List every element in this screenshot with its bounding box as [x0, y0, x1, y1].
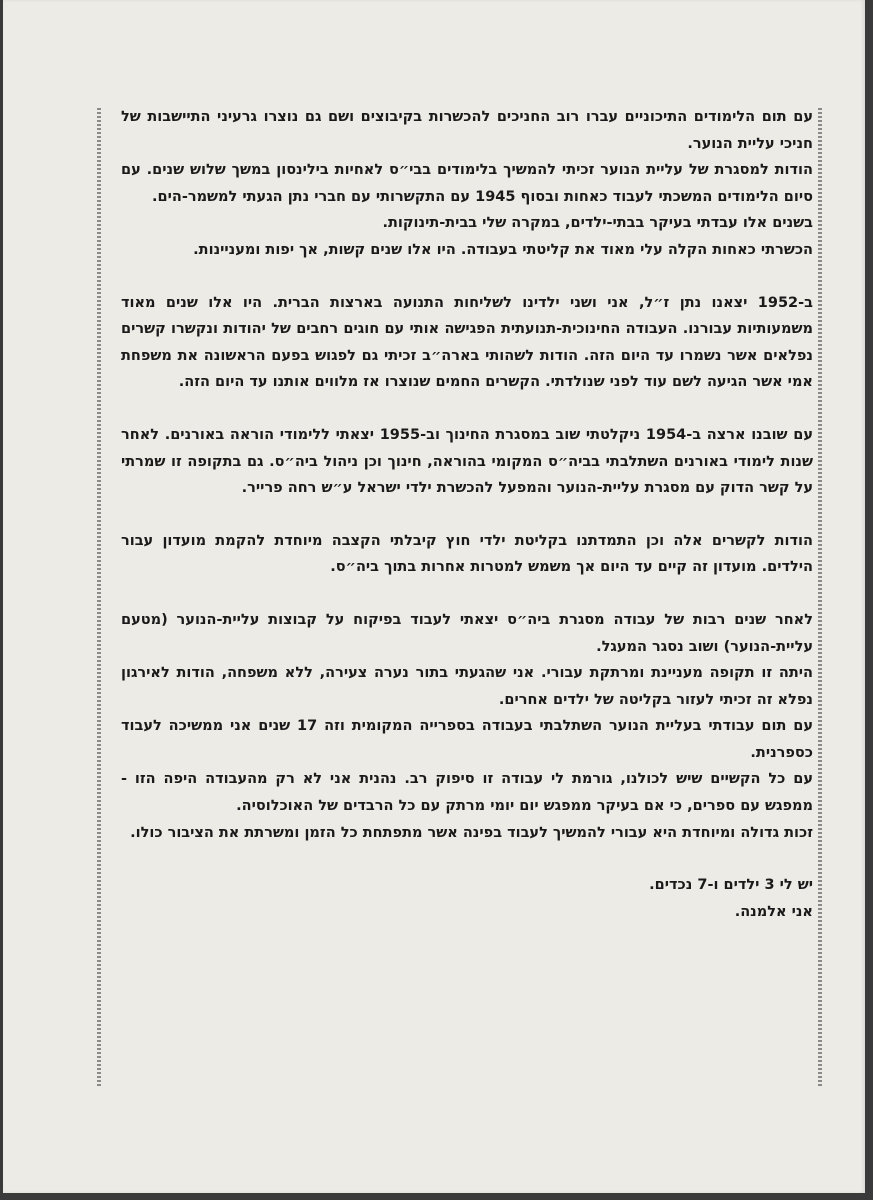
paragraph: עם כל הקשיים שיש לכולנו, גורמת לי עבודה זו סיפוק רב. נהנית אני לא רק מהעבודה היפה הזו - ממפגש עם ספרים, כי אם בעיקר ממפגש יום יומי מרתק עם כל הרבדים של האוכלוסיה.	[121, 771, 813, 815]
paragraph: אני אלמנה.	[734, 903, 813, 920]
paragraph: עם תום הלימודים התיכוניים עברו רוב החניכים להכשרות בקיבוצים ושם גם נוצרו גרעיני התיישבות של חניכי עליית הנוער.	[121, 109, 813, 152]
closing-lines	[121, 872, 813, 925]
paragraph-gap	[121, 502, 813, 528]
paragraph: יש לי 3 ילדים ו-7 נכדים.	[649, 877, 813, 894]
paragraph-gap	[121, 846, 813, 872]
paragraph: הודות למסגרת של עליית הנוער זכיתי להמשיך בלימודים בבי״ס לאחיות בילינסון במשך שלוש שנים. עם סיום הלימודים המשכתי לעבוד כאחות ובסוף 1945 עם התקשרותי עם חברי נתן הגעתי למשמר-הים.	[121, 162, 813, 205]
paragraph: לאחר שנים רבות של עבודה מסגרת ביה״ס יצאתי לעבוד בפיקוח על קבוצות עליית-הנוער (מטעם עליית-הנוער) ושוב נסגר המעגל.	[121, 611, 813, 655]
paragraph: עם תום עבודתי בעליית הנוער השתלבתי בעבודה בספרייה המקומית וזה 17 שנים אני ממשיכה לעבוד כספרנית.	[121, 718, 813, 761]
scanned-page	[3, 0, 865, 1193]
paragraph: הכשרתי כאחות הקלה עלי מאוד את קליטתי בעבודה. היו אלו שנים קשות, אך יפות ומעניינות.	[193, 241, 813, 258]
memoir-text	[121, 104, 813, 925]
paragraph: היתה זו תקופה מעניינת ומרתקת עבורי. אני שהגעתי בתור נערה צעירה, ללא משפחה, הודות לאירגון נפלא זה זכיתי לעזור בקליטה של ילדים אחרים.	[121, 665, 813, 708]
paragraph: עם שובנו ארצה ב-1954 ניקלטתי שוב במסגרת החינוך וב-1955 יצאתי ללימודי הוראה באורנים. לאחר שנות לימודי באורנים השתלבתי בביה״ס המקומי בהוראה, חינוך וכן ניהול ביה״ס. גם בתקופה זו שמרתי על קשר הדוק עם מסגרת עליית-הנוער והמפעל להכשרת ילדי ישראל ע״ש רחה פרייר.	[121, 426, 813, 497]
paragraph: הודות לקשרים אלה וכן התמדתנו בקליטת ילדי חוץ קיבלתי הקצבה מיוחדת להקמת מועדון עבור הילדים. מועדון זה קיים עד היום אך משמש למטרות אחרות בתוך ביה״ס.	[121, 532, 813, 576]
decorative-border-left	[97, 108, 101, 1088]
paragraph-gap	[121, 396, 813, 422]
decorative-border-right	[818, 108, 822, 1088]
paragraph: זכות גדולה ומיוחדת היא עבורי להמשיך לעבוד בפינה אשר מתפתחת כל הזמן ומשרתת את הציבור כולו.	[130, 824, 813, 841]
paragraph: בשנים אלו עבדתי בעיקר בבתי-ילדים, במקרה שלי בבית-תינוקות.	[382, 215, 813, 232]
paragraph: ב-1952 יצאנו נתן ז״ל, אני ושני ילדינו לשליחות התנועה בארצות הברית. היו אלו שנים מאוד משמעותיות עבורנו. העבודה החינוכית-תנועתית הפגישה אותי עם חוגים רחבים של יהודות ונקשרו קשרים נפלאים אשר נשמרו עד היום הזה. הודות לשהותי בארה״ב זכיתי גם לפגוש בפעם הראשונה את משפחת אמי אשר הגיעה לשם עוד לפני שנולדתי. הקשרים החמים שנוצרו אז מלווים אותנו עד היום הזה.	[121, 294, 813, 391]
paragraph-gap	[121, 264, 813, 290]
paragraph-gap	[121, 581, 813, 607]
